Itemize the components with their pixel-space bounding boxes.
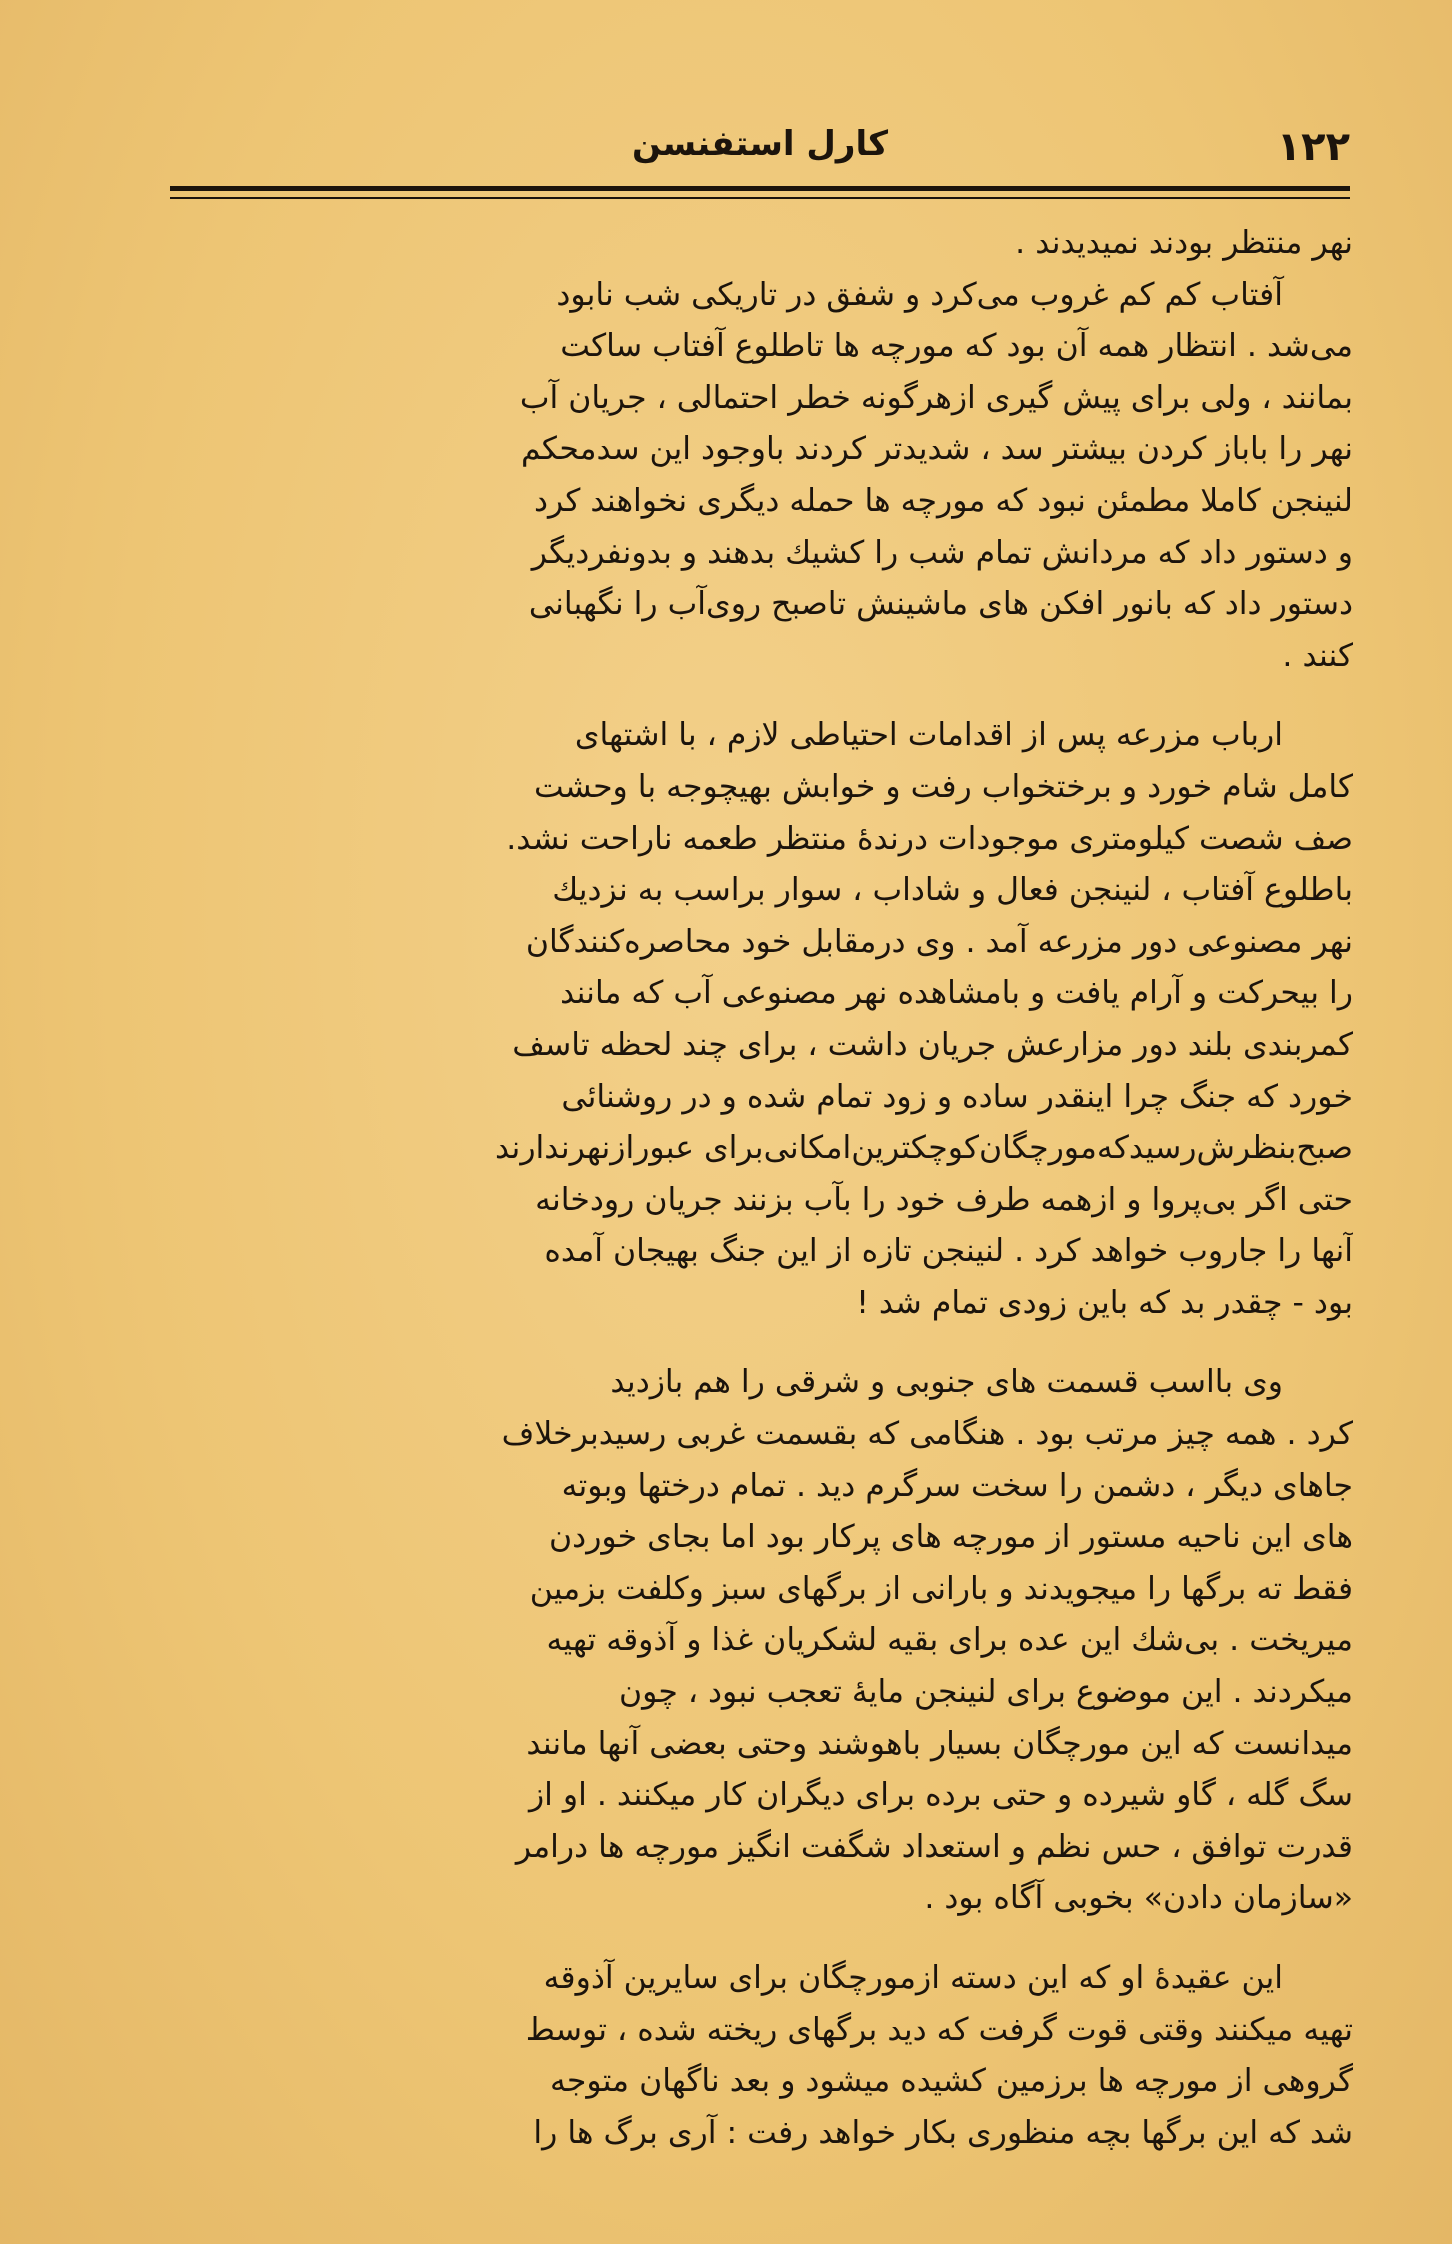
text-line: های این ناحیه مستور از مورچه های پرکار بود اما بجای خوردن — [549, 1519, 1353, 1556]
header-rule-thin — [170, 197, 1350, 199]
text-line: آفتاب کم کم غروب می‌کرد و شفق در تاریکی شب نابود — [556, 276, 1283, 313]
text-line: میریخت . بی‌شك این عده برای بقیه لشکریان غذا و آذوقه تهیه — [546, 1622, 1353, 1659]
text-line: میدانست که این مورچگان بسیار باهوشند وحتی بعضی آنها مانند — [526, 1725, 1353, 1762]
body-text — [168, 218, 1353, 2159]
paragraph-gap — [168, 1329, 1353, 1357]
text-line: حتی اگر بی‌پروا و ازهمه طرف خود را بآب بزنند جریان رودخانه — [535, 1181, 1353, 1218]
text-line: نهر منتظر بودند نمیدیدند . — [1015, 225, 1353, 261]
paragraph — [168, 1357, 1353, 1925]
text-line: می‌شد . انتظار همه آن بود که مورچه ها تاطلوع آفتاب ساکت — [560, 328, 1353, 365]
text-line: وی بااسب قسمت های جنوبی و شرقی را هم بازدید — [610, 1364, 1283, 1401]
text-line: صبح‌بنظرش‌رسید‌که‌مورچگان‌کوچکترین‌امکانی‌برای عبورازنهرندارند — [495, 1130, 1353, 1167]
text-line: لنینجن کاملا مطمئن نبود که مورچه ها حمله دیگری نخواهند کرد — [533, 482, 1353, 519]
text-line: فقط ته برگها را میجویدند و بارانی از برگهای سبز وکلفت بزمین — [529, 1570, 1353, 1607]
text-line: نهر مصنوعی دور مزرعه آمد . وی درمقابل خود محاصره‌کنندگان — [525, 923, 1353, 960]
paragraph-gap — [168, 682, 1353, 710]
text-line: دستور داد که بانور افکن های ماشینش تاصبح روی‌آب را نگهبانی — [528, 586, 1353, 623]
running-title: کارل استفنسن — [632, 124, 888, 164]
text-line: شد که این برگها بچه منظوری بکار خواهد رفت : آری برگ ها را — [533, 2114, 1353, 2151]
text-line: باطلوع آفتاب ، لنینجن فعال و شاداب ، سوار براسب به نزدیك — [552, 872, 1353, 909]
text-line: کامل شام خورد و برختخواب رفت و خوابش بهیچوجه با وحشت — [534, 768, 1353, 805]
text-line: و دستور داد که مردانش تمام شب را کشیك بدهند و بدونفردیگر — [531, 534, 1353, 571]
text-line: کمربندی بلند دور مزارعش جریان داشت ، برای چند لحظه تاسف — [512, 1026, 1353, 1063]
paragraph — [168, 270, 1353, 683]
text-line: بود - چقدر بد که باین زودی تمام شد ! — [856, 1284, 1353, 1321]
text-line: آنها را جاروب خواهد کرد . لنینجن تازه از این جنگ بهیجان آمده — [544, 1233, 1353, 1270]
header-rule-thick — [170, 186, 1350, 191]
text-line: خورد که جنگ چرا اینقدر ساده و زود تمام شده و در روشنائی — [561, 1078, 1353, 1115]
text-line: تهیه میکنند وقتی قوت گرفت که دید برگهای ریخته شده ، توسط — [525, 2011, 1353, 2048]
paragraph — [168, 218, 1353, 270]
text-line: کرد . همه چیز مرتب بود . هنگامی که بقسمت غربی رسیدبرخلاف — [501, 1416, 1353, 1453]
page-header — [170, 118, 1350, 174]
text-line: این عقیدهٔ او که این دسته ازمورچگان برای سایرین آذوقه — [543, 1960, 1283, 1996]
text-line: میکردند . این موضوع برای لنینجن مایهٔ تعجب نبود ، چون — [618, 1674, 1353, 1711]
paragraph — [168, 1953, 1353, 2159]
text-line: گروهی از مورچه ها برزمین کشیده میشود و بعد ناگهان متوجه — [550, 2063, 1353, 2100]
paragraph — [168, 710, 1353, 1329]
text-line: سگ گله ، گاو شیرده و حتی برده برای دیگران کار میکنند . او از — [528, 1777, 1353, 1814]
text-line: بمانند ، ولی برای پیش گیری ازهرگونه خطر احتمالی ، جریان آب — [519, 379, 1353, 416]
paragraph-gap — [168, 1925, 1353, 1953]
text-line: صف شصت کیلومتری موجودات درندهٔ منتظر طعمه ناراحت نشد. — [506, 820, 1353, 857]
text-line: جاهای دیگر ، دشمن را سخت سرگرم دید . تمام درختها وبوته — [561, 1467, 1353, 1504]
text-line: را بیحرکت و آرام یافت و بامشاهده نهر مصنوعی آب که مانند — [560, 975, 1353, 1012]
text-line: کنند . — [1282, 637, 1353, 674]
text-line: نهر را باباز کردن بیشتر سد ، شدیدتر کردند باوجود این سدمحکم — [520, 431, 1353, 468]
text-line: «سازمان دادن» بخوبی آگاه بود . — [924, 1880, 1353, 1917]
text-line: ارباب مزرعه پس از اقدامات احتیاطی لازم ، با اشتهای — [574, 717, 1283, 754]
page-number: ۱۲۲ — [1276, 124, 1350, 170]
text-line: قدرت توافق ، حس نظم و استعداد شگفت انگیز مورچه ها درامر — [515, 1828, 1353, 1865]
